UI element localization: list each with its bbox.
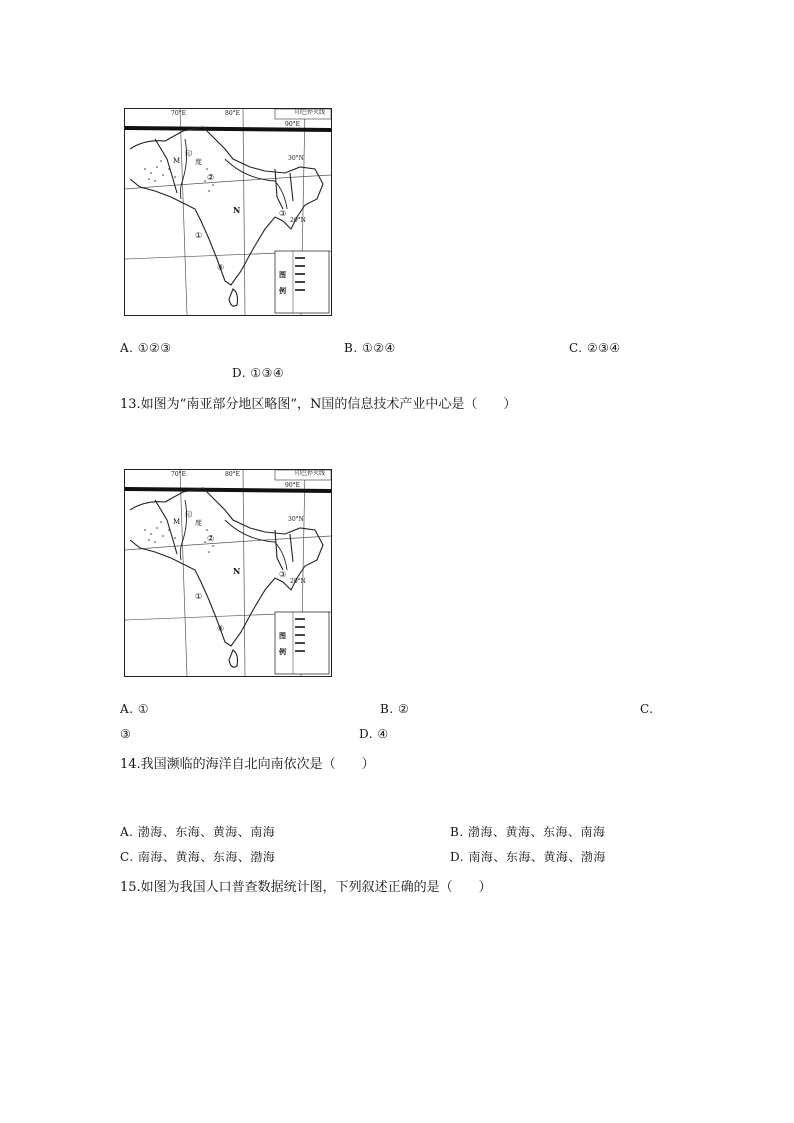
map2-india-letter-2: 度	[195, 519, 202, 527]
map2-marker-3: ③	[279, 570, 287, 579]
q13-option-a[interactable]: A. ①	[120, 702, 150, 716]
map1-legend-title: 印巴停火线	[295, 109, 326, 116]
q14-option-c[interactable]: C. 南海、黄海、东海、渤海	[120, 850, 276, 864]
q13-option-b[interactable]: B. ②	[380, 702, 410, 716]
q12-option-a[interactable]: A. ①②③	[120, 341, 172, 355]
q13-stem: 13.如图为“南亚部分地区略图”，N国的信息技术产业中心是（ ）	[120, 397, 517, 412]
south-asia-map-1-drawing	[125, 109, 331, 315]
map2-lat20-label: 20°N	[290, 578, 306, 585]
map1-india-letter-1: 印	[185, 150, 192, 158]
map1-marker-1: ①	[195, 231, 203, 240]
map2-country-n: N	[233, 566, 241, 576]
q12-option-d[interactable]: D. ①③④	[232, 366, 285, 380]
map2-lon90-label: 90°E	[285, 482, 301, 489]
map2-lon80-label: 80°E	[225, 471, 241, 478]
map2-marker-4: ④	[217, 624, 225, 633]
map1-india-letter-2: 度	[195, 158, 202, 166]
south-asia-map-1	[124, 108, 332, 316]
map2-legend-title: 印巴停火线	[295, 470, 326, 477]
map1-lon70-label: 70°E	[171, 110, 187, 117]
map1-country-m: M	[173, 157, 181, 165]
q12-option-c[interactable]: C. ②③④	[569, 341, 621, 355]
map1-legend-word: 图例	[279, 270, 286, 295]
map1-lon90-label: 90°E	[285, 121, 301, 128]
map1-lon80-label: 80°E	[225, 110, 241, 117]
q14-option-a[interactable]: A. 渤海、东海、黄海、南海	[120, 825, 276, 839]
map2-lat30-label: 30°N	[288, 516, 304, 523]
q14-option-b[interactable]: B. 渤海、黄海、东海、南海	[450, 825, 606, 839]
q13-option-d[interactable]: D. ④	[359, 727, 389, 741]
map1-lat30-label: 30°N	[288, 155, 304, 162]
map2-marker-2: ②	[207, 534, 215, 543]
map2-marker-1: ①	[195, 592, 203, 601]
south-asia-map-2	[124, 469, 332, 677]
map2-country-m: M	[173, 518, 181, 526]
map1-lat20-label: 20°N	[290, 217, 306, 224]
map1-marker-4: ④	[217, 263, 225, 272]
q13-option-c-value[interactable]: ③	[120, 727, 132, 741]
q14-stem: 14.我国濒临的海洋自北向南依次是（ ）	[120, 757, 375, 772]
q12-option-b[interactable]: B. ①②④	[344, 341, 396, 355]
q15-stem: 15.如图为我国人口普查数据统计图，下列叙述正确的是（ ）	[120, 880, 492, 895]
map2-legend-word: 图例	[279, 631, 286, 656]
q13-option-c-letter[interactable]: C.	[640, 702, 654, 716]
q14-option-d[interactable]: D. 南海、东海、黄海、渤海	[450, 850, 606, 864]
map1-marker-2: ②	[207, 173, 215, 182]
map1-country-n: N	[233, 205, 241, 215]
map1-marker-3: ③	[279, 209, 287, 218]
map2-india-letter-1: 印	[185, 511, 192, 519]
south-asia-map-2-drawing	[125, 470, 331, 676]
map2-lon70-label: 70°E	[171, 471, 187, 478]
